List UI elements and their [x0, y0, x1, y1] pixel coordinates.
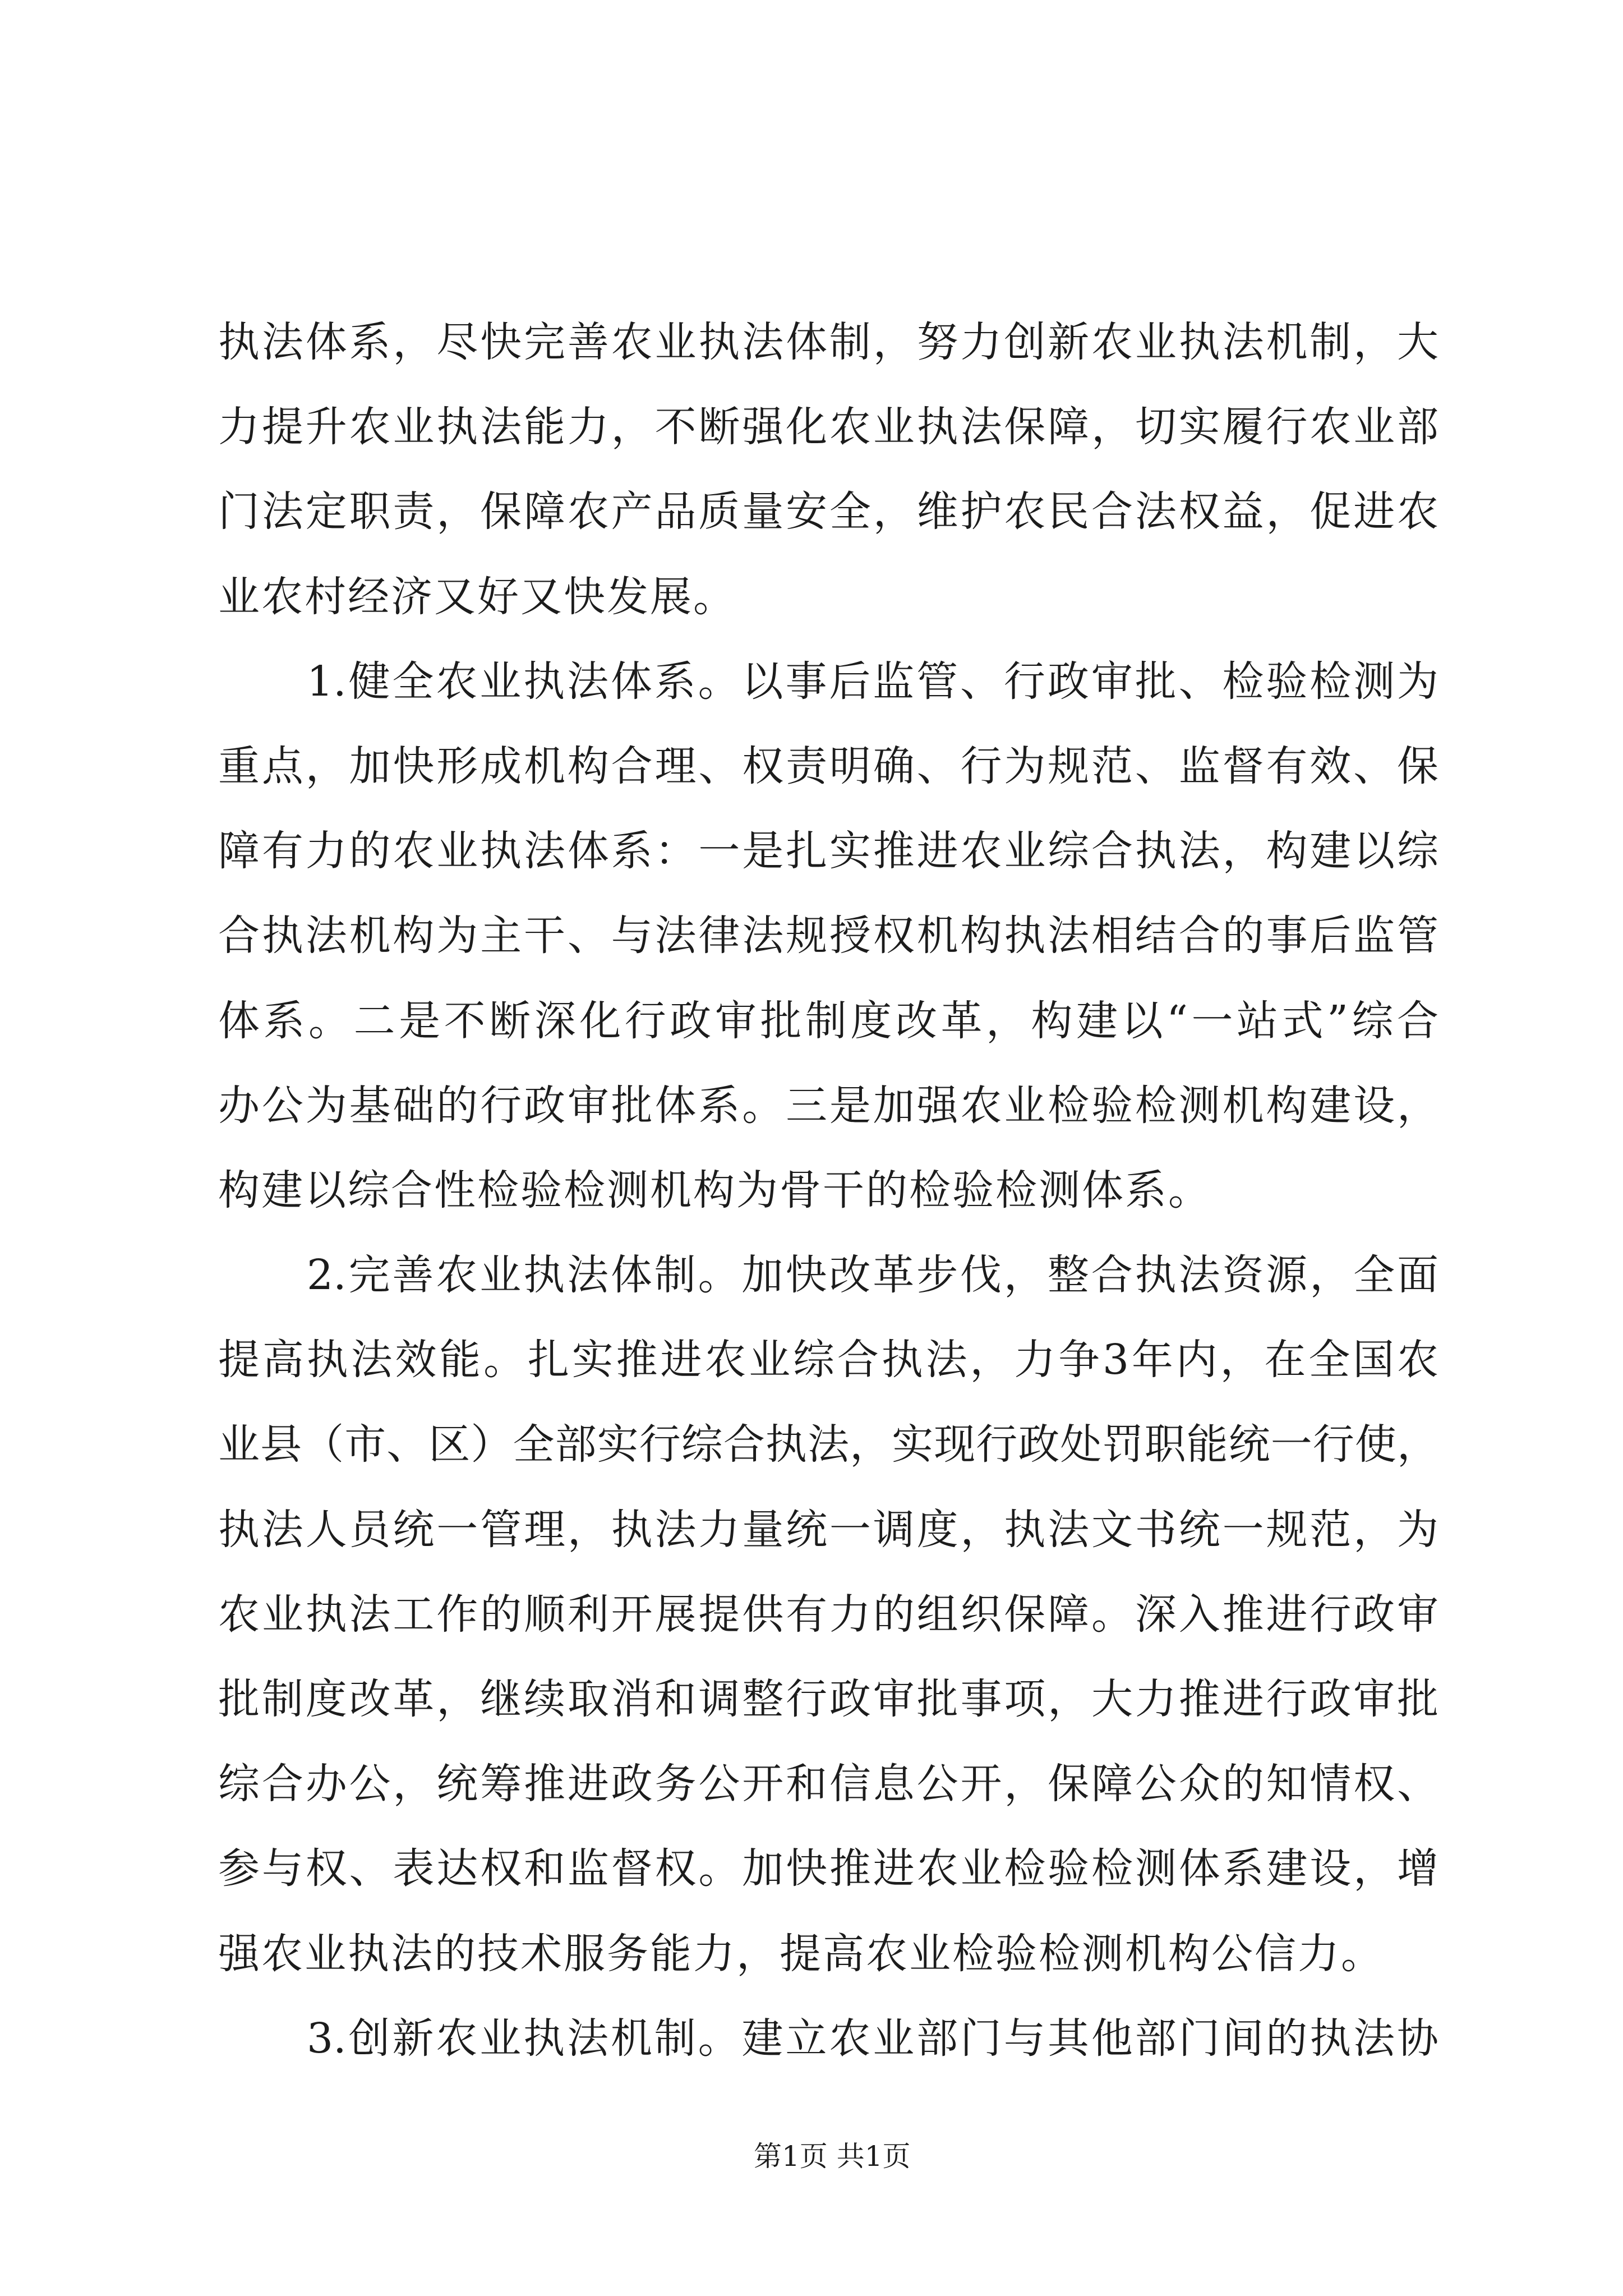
- page-footer: 第1页 共1页: [754, 2140, 911, 2173]
- document-body: [218, 300, 1438, 2081]
- text-line: 重点，加快形成机构合理、权责明确、行为规范、监督有效、保: [218, 742, 1438, 790]
- paragraph: [218, 300, 1438, 639]
- paragraph: [218, 1233, 1438, 1996]
- paragraph: [218, 1996, 1438, 2081]
- text-line: 办公为基础的行政审批体系。三是加强农业检验检测机构建设，: [218, 1081, 1438, 1130]
- text-line: 执法体系，尽快完善农业执法体制，努力创新农业执法机制，大: [218, 318, 1438, 366]
- text-line: 体系。二是不断深化行政审批制度改革，构建以“一站式”综合: [218, 996, 1438, 1045]
- text-line: 3.创新农业执法机制。建立农业部门与其他部门间的执法协: [307, 2014, 1438, 2063]
- text-line: 障有力的农业执法体系：一是扎实推进农业综合执法，构建以综: [218, 827, 1438, 876]
- text-line: 2.完善农业执法体制。加快改革步伐，整合执法资源，全面: [307, 1251, 1438, 1300]
- text-line: 力提升农业执法能力，不断强化农业执法保障，切实履行农业部: [218, 403, 1438, 452]
- text-line: 强农业执法的技术服务能力，提高农业检验检测机构公信力。: [218, 1929, 1384, 1978]
- text-line: 参与权、表达权和监督权。加快推进农业检验检测体系建设，增: [218, 1844, 1438, 1893]
- text-line: 业县（市、区）全部实行综合执法，实现行政处罚职能统一行使，: [218, 1420, 1438, 1469]
- text-line: 构建以综合性检验检测机构为骨干的检验检测体系。: [218, 1166, 1211, 1214]
- text-line: 执法人员统一管理，执法力量统一调度，执法文书统一规范，为: [218, 1505, 1438, 1554]
- text-line: 农业执法工作的顺利开展提供有力的组织保障。深入推进行政审: [218, 1590, 1438, 1639]
- text-line: 1.健全农业执法体系。以事后监管、行政审批、检验检测为: [307, 657, 1438, 706]
- text-line: 合执法机构为主干、与法律法规授权机构执法相结合的事后监管: [218, 912, 1438, 960]
- text-line: 门法定职责，保障农产品质量安全，维护农民合法权益，促进农: [218, 487, 1438, 536]
- text-line: 综合办公，统筹推进政务公开和信息公开，保障公众的知情权、: [218, 1760, 1438, 1809]
- paragraph: [218, 639, 1438, 1233]
- text-line: 批制度改革，继续取消和调整行政审批事项，大力推进行政审批: [218, 1675, 1438, 1723]
- text-line: 提高执法效能。扎实推进农业综合执法，力争3年内，在全国农: [218, 1336, 1438, 1384]
- text-line: 业农村经济又好又快发展。: [218, 572, 736, 621]
